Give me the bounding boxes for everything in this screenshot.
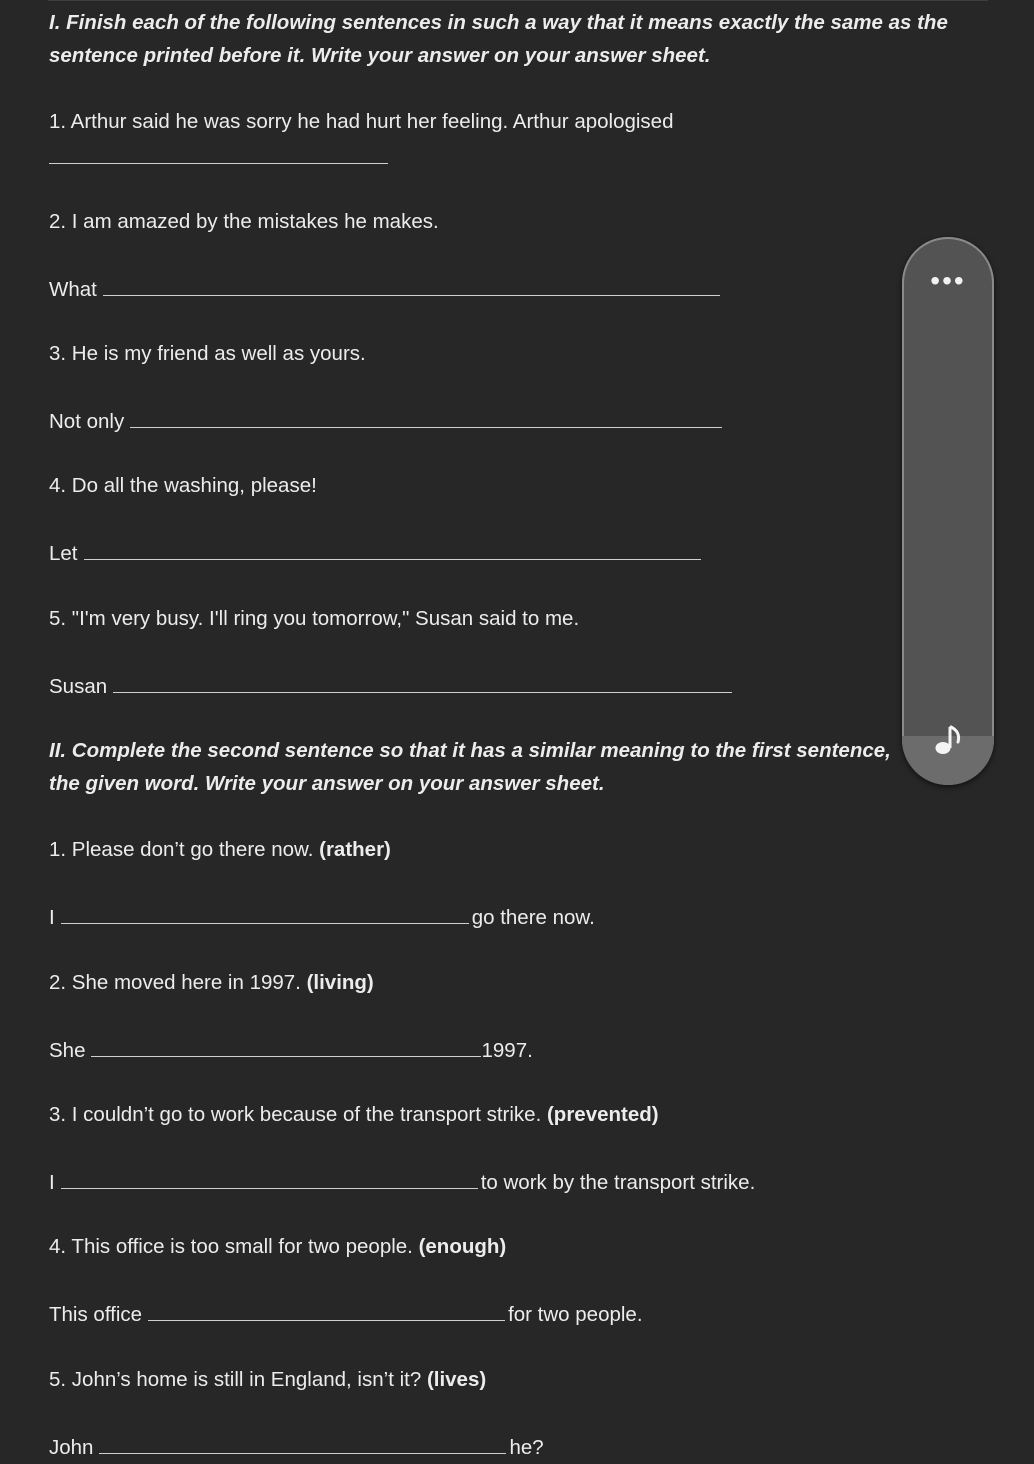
answer-blank[interactable]: [61, 1171, 478, 1189]
s2-q5-prompt: John: [49, 1436, 94, 1459]
s2-q4-keyword: (enough): [418, 1235, 507, 1258]
s2-q5-answer-line: [49, 1436, 544, 1459]
section2-heading-line1: II. Complete the second sentence so that it has a similar meaning to the first sentence,: [49, 739, 891, 762]
s2-q3-suffix: to work by the transport strike.: [480, 1171, 756, 1194]
more-dots-icon[interactable]: •••: [930, 265, 966, 296]
s2-q1-keyword: (rather): [319, 838, 391, 861]
answer-blank[interactable]: [103, 278, 720, 296]
s2-q2-prompt: She: [49, 1039, 86, 1062]
s1-q4-prompt: Let: [49, 542, 78, 565]
progress-track[interactable]: [902, 237, 994, 785]
s1-q5-text: 5. "I'm very busy. I'll ring you tomorrow," Susan said to me.: [49, 607, 580, 630]
s2-q5-suffix: he?: [509, 1436, 544, 1459]
s2-q4-prompt: This office: [49, 1303, 143, 1326]
s2-q4-text: 4. This office is too small for two people.: [49, 1235, 413, 1258]
s2-q3-prompt: I: [49, 1171, 55, 1194]
page-top-border: [48, 0, 988, 1]
s2-q1-question: [49, 840, 391, 861]
s2-q3-keyword: (prevented): [546, 1103, 659, 1126]
s1-q4-text: 4. Do all the washing, please!: [49, 474, 317, 497]
answer-blank[interactable]: [99, 1436, 506, 1454]
answer-blank[interactable]: [130, 410, 722, 428]
answer-blank[interactable]: [84, 542, 701, 560]
s2-q4-answer-line: [49, 1303, 643, 1326]
answer-blank[interactable]: [49, 146, 388, 164]
answer-blank[interactable]: [61, 906, 469, 924]
audio-player-panel[interactable]: [902, 237, 994, 785]
section1-heading-line2: sentence printed before it. Write your answer on your answer sheet.: [49, 44, 711, 67]
s1-q2-prompt: What: [49, 278, 97, 301]
s1-q3-text: 3. He is my friend as well as yours.: [49, 342, 366, 365]
s2-q1-answer-line: [49, 906, 595, 929]
s2-q5-question: [49, 1370, 486, 1391]
s2-q3-question: [49, 1105, 659, 1126]
s2-q2-question: [49, 973, 374, 994]
answer-blank[interactable]: [113, 675, 732, 693]
s2-q4-question: [49, 1237, 506, 1258]
s2-q3-answer-line: [49, 1171, 755, 1194]
s2-q5-keyword: (lives): [426, 1368, 487, 1391]
section1-heading-line1: I. Finish each of the following sentences in such a way that it means exactly the same as the: [49, 11, 948, 34]
s2-q1-text: 1. Please don’t go there now.: [49, 838, 314, 861]
s2-q2-answer-line: [49, 1039, 533, 1062]
s2-q4-suffix: for two people.: [508, 1303, 643, 1326]
s1-q4-answer-line: [49, 542, 704, 565]
music-note-icon[interactable]: [928, 720, 968, 760]
s1-q2-answer-line: [49, 278, 723, 301]
s2-q3-text: 3. I couldn’t go to work because of the transport strike.: [49, 1103, 542, 1126]
s1-q5-answer-line: [49, 675, 735, 698]
s1-q2-text: 2. I am amazed by the mistakes he makes.: [49, 210, 439, 233]
s2-q1-suffix: go there now.: [471, 906, 595, 929]
s2-q2-text: 2. She moved here in 1997.: [49, 971, 301, 994]
s1-q3-prompt: Not only: [49, 410, 125, 433]
answer-blank[interactable]: [148, 1303, 505, 1321]
s2-q2-suffix: 1997.: [481, 1039, 533, 1062]
s1-q3-answer-line: [49, 410, 725, 433]
s2-q2-keyword: (living): [306, 971, 374, 994]
s1-q5-prompt: Susan: [49, 675, 108, 698]
music-note-glyph: [931, 723, 965, 757]
section2-heading-line2: the given word. Write your answer on your answer sheet.: [49, 772, 605, 795]
answer-blank[interactable]: [91, 1039, 481, 1057]
s2-q1-prompt: I: [49, 906, 55, 929]
s2-q5-text: 5. John’s home is still in England, isn’t it?: [49, 1368, 422, 1391]
s1-q1-answer-line[interactable]: [49, 146, 391, 169]
s1-q1-text: 1. Arthur said he was sorry he had hurt her feeling. Arthur apologised: [49, 110, 674, 133]
